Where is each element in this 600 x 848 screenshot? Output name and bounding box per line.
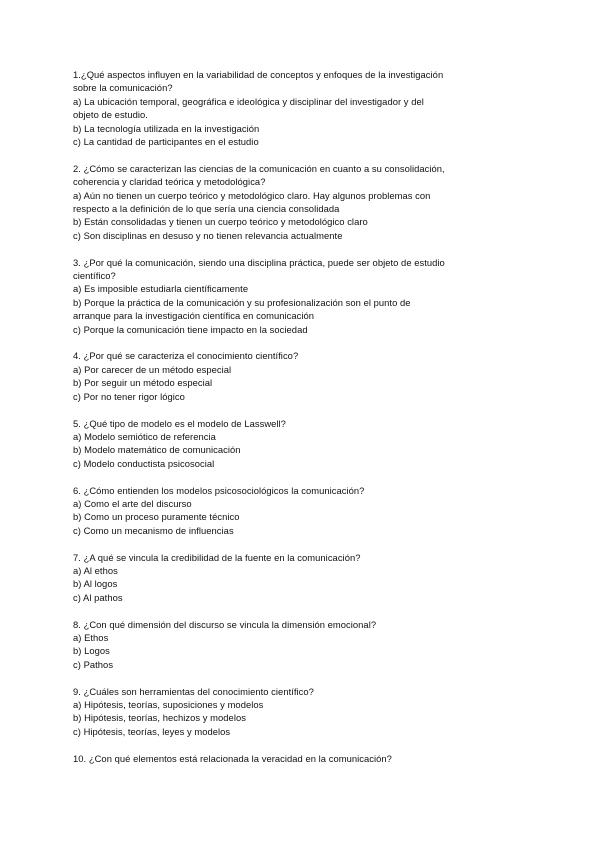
answer-option: arranque para la investigación científica en comunicación (73, 310, 315, 322)
answer-option: c) Son disciplinas en desuso y no tienen relevancia actualmente (73, 229, 343, 241)
answer-option: b) Como un proceso puramente técnico (73, 511, 240, 523)
answer-option: a) Hipótesis, teorías, suposiciones y modelos (73, 698, 264, 710)
answer-option: a) Aún no tienen un cuerpo teórico y metodológico claro. Hay algunos problemas con (73, 189, 431, 201)
question-3 (73, 256, 543, 336)
answer-option: a) Es imposible estudiarla científicamente (73, 283, 249, 295)
answer-option: b) Están consolidadas y tienen un cuerpo teórico y metodológico claro (73, 216, 368, 228)
question-10 (73, 752, 543, 765)
answer-option: c) Porque la comunicación tiene impacto en la sociedad (73, 323, 308, 335)
question-text: 9. ¿Cuáles son herramientas del conocimiento científico? (73, 685, 314, 697)
answer-option: b) Por seguir un método especial (73, 377, 213, 389)
question-text: 2. ¿Cómo se caracterizan las ciencias de la comunicación en cuanto a su consolidación, (73, 162, 445, 174)
question-text: 5. ¿Qué tipo de modelo es el modelo de Lasswell? (73, 417, 286, 429)
answer-option: c) Modelo conductista psicosocial (73, 457, 215, 469)
question-text: 6. ¿Cómo entienden los modelos psicosociológicos la comunicación? (73, 484, 365, 496)
question-text: 3. ¿Por qué la comunicación, siendo una disciplina práctica, puede ser objeto de estudio (73, 256, 445, 268)
answer-option: c) Hipótesis, teorías, leyes y modelos (73, 725, 231, 737)
question-4 (73, 349, 543, 403)
question-9 (73, 685, 543, 739)
question-8 (73, 618, 543, 672)
answer-option: b) Al logos (73, 578, 118, 590)
document-page (73, 68, 543, 778)
question-7 (73, 551, 543, 605)
question-6 (73, 484, 543, 538)
question-text: sobre la comunicación? (73, 82, 173, 94)
question-list (73, 68, 543, 765)
answer-option: b) Hipótesis, teorías, hechizos y modelos (73, 712, 246, 724)
question-text: 7. ¿A qué se vincula la credibilidad de la fuente en la comunicación? (73, 551, 361, 563)
answer-option: objeto de estudio. (73, 109, 148, 121)
answer-option: b) Porque la práctica de la comunicación y su profesionalización son el punto de (73, 296, 411, 308)
answer-option: b) Logos (73, 645, 110, 657)
answer-option: respecto a la definición de lo que sería una ciencia consolidada (73, 203, 340, 215)
answer-option: a) Por carecer de un método especial (73, 363, 232, 375)
question-2 (73, 162, 543, 242)
answer-option: c) Pathos (73, 658, 114, 670)
answer-option: c) Por no tener rigor lógico (73, 390, 185, 402)
answer-option: b) Modelo matemático de comunicación (73, 444, 241, 456)
question-5 (73, 417, 543, 471)
question-text: 8. ¿Con qué dimensión del discurso se vincula la dimensión emocional? (73, 618, 377, 630)
answer-option: c) Como un mecanismo de influencias (73, 524, 234, 536)
question-text: coherencia y claridad teórica y metodológica? (73, 176, 266, 188)
answer-option: a) Ethos (73, 631, 109, 643)
answer-option: b) La tecnología utilizada en la investigación (73, 122, 260, 134)
answer-option: a) Modelo semiótico de referencia (73, 430, 216, 442)
answer-option: a) Como el arte del discurso (73, 497, 192, 509)
answer-option: a) Al ethos (73, 564, 118, 576)
question-text: 1.¿Qué aspectos influyen en la variabilidad de conceptos y enfoques de la investigación (73, 69, 444, 80)
question-text: científico? (73, 270, 116, 282)
answer-option: a) La ubicación temporal, geográfica e ideológica y disciplinar del investigador y del (73, 95, 424, 107)
question-text: 10. ¿Con qué elementos está relacionada la veracidad en la comunicación? (73, 752, 392, 764)
question-text: 4. ¿Por qué se caracteriza el conocimiento científico? (73, 350, 299, 362)
answer-option: c) La cantidad de participantes en el estudio (73, 136, 259, 148)
answer-option: c) Al pathos (73, 591, 123, 603)
question-1 (73, 68, 543, 148)
